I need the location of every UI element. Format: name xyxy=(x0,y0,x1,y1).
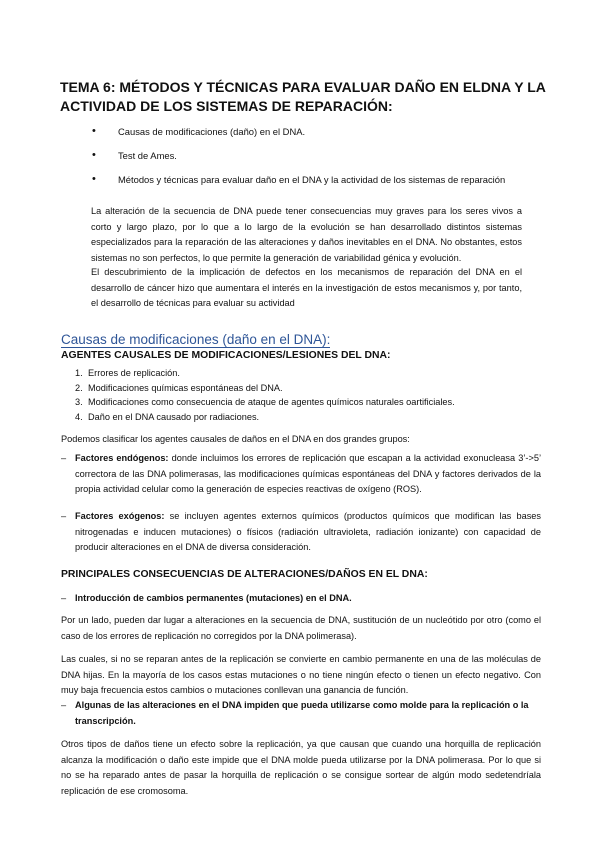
factor-term: Factores exógenos: xyxy=(75,511,165,521)
list-text: Modificaciones químicas espontáneas del DNA. xyxy=(88,382,283,393)
consequence-paragraph: Las cuales, si no se reparan antes de la replicación se convierte en cambio permanente en una de las moléculas de DNA hijas. En la mayoría de los casos estas mutaciones o no tiene ningún efecto o tienen un efecto negativo. Con muy baja frecuencia estos cambios o mutaciones conllevan una ganancia de función. xyxy=(61,654,541,695)
list-item xyxy=(61,395,541,410)
factor-text xyxy=(75,509,541,556)
consequence-paragraph: Por un lado, pueden dar lugar a alteraciones en la secuencia de DNA, sustitución de un nucleótido por otro (como el caso de los errores de replicación no corregidos por la DNA polimerasa). xyxy=(61,615,541,641)
bullet-item: • Test de Ames. xyxy=(118,149,522,162)
list-text: Errores de replicación. xyxy=(88,368,180,378)
list-number: 3. xyxy=(75,397,83,408)
document-title: TEMA 6: MÉTODOS Y TÉCNICAS PARA EVALUAR DAÑO EN ELDNA Y LA ACTIVIDAD DE LOS SISTEMAS DE REPARACIÓN: xyxy=(60,79,546,114)
bullet-item: • Métodos y técnicas para evaluar daño en el DNA y la actividad de los sistemas de reparación xyxy=(118,173,522,186)
exogenous-factors-item xyxy=(61,509,541,556)
topic-bullet-list xyxy=(118,125,522,197)
endogenous-factors-item xyxy=(61,451,541,498)
list-number: 4. xyxy=(75,412,83,423)
consequence-point-text: Introducción de cambios permanentes (mutaciones) en el DNA. xyxy=(75,593,352,603)
list-number: 1. xyxy=(75,368,83,378)
list-text: Modificaciones como consecuencia de ataque de agentes químicos naturales oartificiales. xyxy=(88,397,455,408)
consequence-point xyxy=(61,591,541,607)
consequence-paragraph: Otros tipos de daños tiene un efecto sobre la replicación, ya que causan que cuando una horquilla de replicación alcanza la modificación o daño este impide que el DNA molde pueda utilizarse por la DNA polimerasa. Por lo que si no se ha reparado antes de pasar la horquilla de replicación o se consigue sortear de algún modo sedetendríala replicación de ese cromosoma. xyxy=(61,739,541,796)
dash-marker: – xyxy=(61,593,67,603)
list-item xyxy=(61,381,541,396)
factor-term: Factores endógenos: xyxy=(75,453,169,463)
dash-marker: – xyxy=(61,453,67,463)
intro-paragraph: El descubrimiento de la implicación de defectos en los mecanismos de reparación del DNA en el desarrollo de cáncer hizo que aumentara el interés en la investigación de estos mecanismos y, por tanto, el desarrollo de técnicas para evaluar su actividad xyxy=(91,267,522,308)
intro-paragraph: La alteración de la secuencia de DNA puede tener consecuencias muy graves para los seres vivos a corto y largo plazo, por lo que a lo largo de la evolución se han desarrollado distintos sistemas especializados para la reparación de las alteraciones y daños inevitables en el DNA. No obstantes, estos sistemas no son perfectos, lo que permite la generación de variabilidad génica y evolución. xyxy=(91,206,522,263)
list-text: Daño en el DNA causado por radiaciones. xyxy=(88,412,260,423)
dash-marker: – xyxy=(61,511,67,521)
dash-marker: – xyxy=(61,700,67,710)
list-number: 2. xyxy=(75,382,83,393)
bullet-item: • Causas de modificaciones (daño) en el DNA. xyxy=(118,125,522,138)
subsection-heading: AGENTES CAUSALES DE MODIFICACIONES/LESIONES DEL DNA: xyxy=(61,350,391,361)
causes-numbered-list xyxy=(61,366,541,425)
consequence-point xyxy=(61,698,541,729)
list-item xyxy=(61,366,541,381)
factor-description: se incluyen agentes externos químicos (productos químicos que modifican las bases nitrogenadas e inducen mutaciones) o físicos (radiación ultravioleta, radiación ionizante) con capacidad de producir alteraciones en el DNA de diversa consideración. xyxy=(75,511,541,552)
section-heading xyxy=(61,332,330,347)
factor-description: donde incluimos los errores de replicación que escapan a la actividad exonucleasa 3’->5’ correctora de las DNA polimerasas, las modificaciones químicas espontáneas del DNA y factores derivados de la propia actividad celular como la generación de especies reactivas de oxígeno (ROS). xyxy=(75,453,541,494)
factor-text xyxy=(75,451,541,498)
classification-paragraph: Podemos clasificar los agentes causales de daños en el DNA en dos grandes grupos: xyxy=(61,434,410,444)
section-heading-text: Causas de modificaciones (daño en el DNA): xyxy=(61,332,331,347)
consequence-point-text: Algunas de las alteraciones en el DNA impiden que pueda utilizarse como molde para la replicación o la transcripción. xyxy=(75,700,529,726)
subsection-heading: PRINCIPALES CONSECUENCIAS DE ALTERACIONES/DAÑOS EN EL DNA: xyxy=(61,569,428,580)
list-item xyxy=(61,410,541,425)
